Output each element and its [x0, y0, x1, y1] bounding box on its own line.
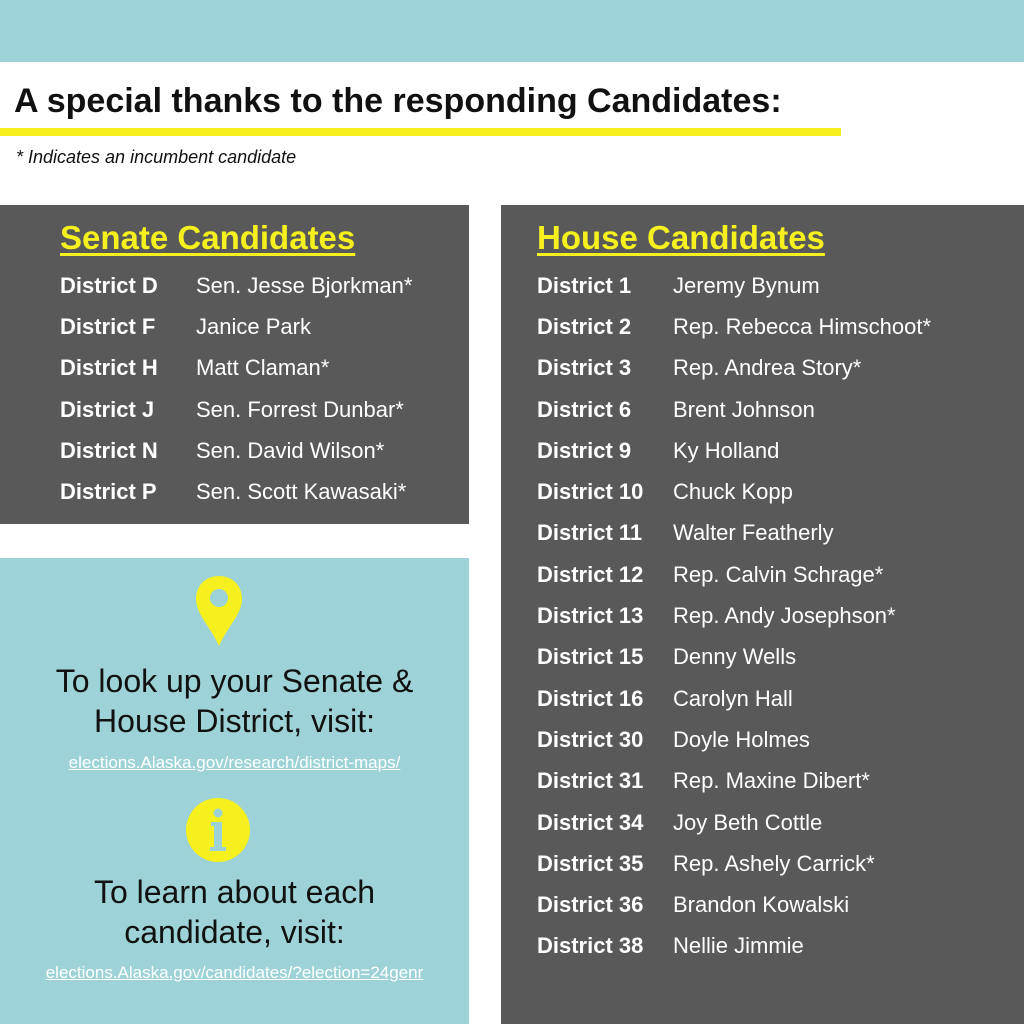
house-candidate-row — [537, 926, 931, 967]
info-panel — [0, 558, 469, 1024]
learn-text — [0, 872, 469, 952]
district-label: District 30 — [537, 726, 644, 752]
district-label: District 15 — [537, 644, 644, 670]
district-label: District 34 — [537, 809, 644, 835]
house-candidate-row — [537, 513, 931, 554]
candidate-name: Rep. Andy Josephson* — [673, 603, 896, 629]
house-candidate-row — [537, 637, 931, 678]
learn-line-2: candidate, visit: — [124, 914, 345, 950]
district-label: District F — [60, 313, 156, 339]
district-label: District 6 — [537, 396, 632, 422]
house-candidate-row — [537, 595, 931, 636]
district-label: District 9 — [537, 437, 632, 463]
district-maps-link[interactable]: elections.Alaska.gov/research/district-maps/ — [68, 753, 401, 772]
house-candidate-row — [537, 306, 931, 347]
candidates-link[interactable]: elections.Alaska.gov/candidates/?election=24genr — [45, 963, 424, 982]
lookup-text — [0, 661, 469, 741]
senate-candidate-row — [60, 265, 412, 306]
district-label: District 13 — [537, 603, 644, 629]
candidate-name: Jeremy Bynum — [673, 272, 820, 298]
candidate-name: Sen. Forrest Dunbar* — [196, 396, 404, 422]
house-candidate-row — [537, 265, 931, 306]
district-label: District H — [60, 355, 158, 381]
house-candidate-row — [537, 761, 931, 802]
house-candidate-row — [537, 843, 931, 884]
candidate-name: Ky Holland — [673, 437, 780, 463]
house-candidate-row — [537, 554, 931, 595]
senate-candidate-row — [60, 389, 412, 430]
district-label: District D — [60, 272, 158, 298]
district-label: District 3 — [537, 355, 632, 381]
house-candidate-row — [537, 884, 931, 925]
candidate-name: Rep. Maxine Dibert* — [673, 768, 870, 794]
candidate-name: Chuck Kopp — [673, 479, 793, 505]
house-candidate-row — [537, 348, 931, 389]
district-label: District 1 — [537, 272, 632, 298]
district-label: District J — [60, 396, 155, 422]
house-panel — [501, 205, 1024, 1024]
candidate-name: Carolyn Hall — [673, 685, 793, 711]
incumbent-note: * Indicates an incumbent candidate — [16, 147, 297, 167]
candidate-name: Rep. Ashely Carrick* — [673, 850, 875, 876]
district-label: District N — [60, 437, 158, 463]
district-label: District P — [60, 479, 157, 505]
district-label: District 11 — [537, 520, 643, 546]
lookup-line-1: To look up your Senate & — [55, 663, 414, 699]
candidate-name: Rep. Rebecca Himschoot* — [673, 313, 932, 339]
lookup-line-2: House District, visit: — [94, 703, 375, 739]
title-underline — [0, 128, 841, 136]
district-label: District 38 — [537, 933, 644, 959]
top-color-band — [0, 0, 1024, 62]
house-candidate-row — [537, 430, 931, 471]
candidate-name: Joy Beth Cottle — [673, 809, 823, 835]
senate-candidate-row — [60, 306, 412, 347]
district-label: District 36 — [537, 892, 644, 918]
candidate-name: Janice Park — [196, 313, 311, 339]
senate-candidate-row — [60, 430, 412, 471]
district-label: District 16 — [537, 685, 644, 711]
candidate-name: Denny Wells — [673, 644, 797, 670]
candidate-name: Sen. Scott Kawasaki* — [196, 479, 407, 505]
candidate-name: Matt Claman* — [196, 355, 330, 381]
candidate-name: Brent Johnson — [673, 396, 815, 422]
learn-line-1: To learn about each — [93, 874, 376, 910]
candidate-name: Walter Featherly — [673, 520, 834, 546]
senate-heading: Senate Candidates — [60, 219, 356, 256]
district-label: District 31 — [537, 768, 644, 794]
candidate-name: Sen. David Wilson* — [196, 437, 385, 463]
info-icon — [186, 798, 250, 862]
candidate-name: Rep. Calvin Schrage* — [673, 561, 884, 587]
house-candidate-row — [537, 389, 931, 430]
house-candidate-row — [537, 802, 931, 843]
district-label: District 35 — [537, 850, 644, 876]
senate-candidate-row — [60, 471, 412, 512]
candidate-name: Doyle Holmes — [673, 726, 810, 752]
page-title: A special thanks to the responding Candidates: — [14, 82, 782, 120]
candidate-name: Rep. Andrea Story* — [673, 355, 862, 381]
district-label: District 12 — [537, 561, 644, 587]
candidate-name: Brandon Kowalski — [673, 892, 850, 918]
map-pin-icon — [194, 574, 244, 648]
senate-candidate-row — [60, 348, 412, 389]
house-candidate-row — [537, 471, 931, 512]
senate-panel — [0, 205, 469, 524]
house-list — [537, 265, 931, 967]
district-label: District 2 — [537, 313, 632, 339]
candidate-name: Nellie Jimmie — [673, 933, 804, 959]
candidate-name: Sen. Jesse Bjorkman* — [196, 272, 413, 298]
house-candidate-row — [537, 678, 931, 719]
senate-list — [60, 265, 412, 513]
house-candidate-row — [537, 719, 931, 760]
district-label: District 10 — [537, 479, 644, 505]
house-heading: House Candidates — [537, 219, 825, 256]
